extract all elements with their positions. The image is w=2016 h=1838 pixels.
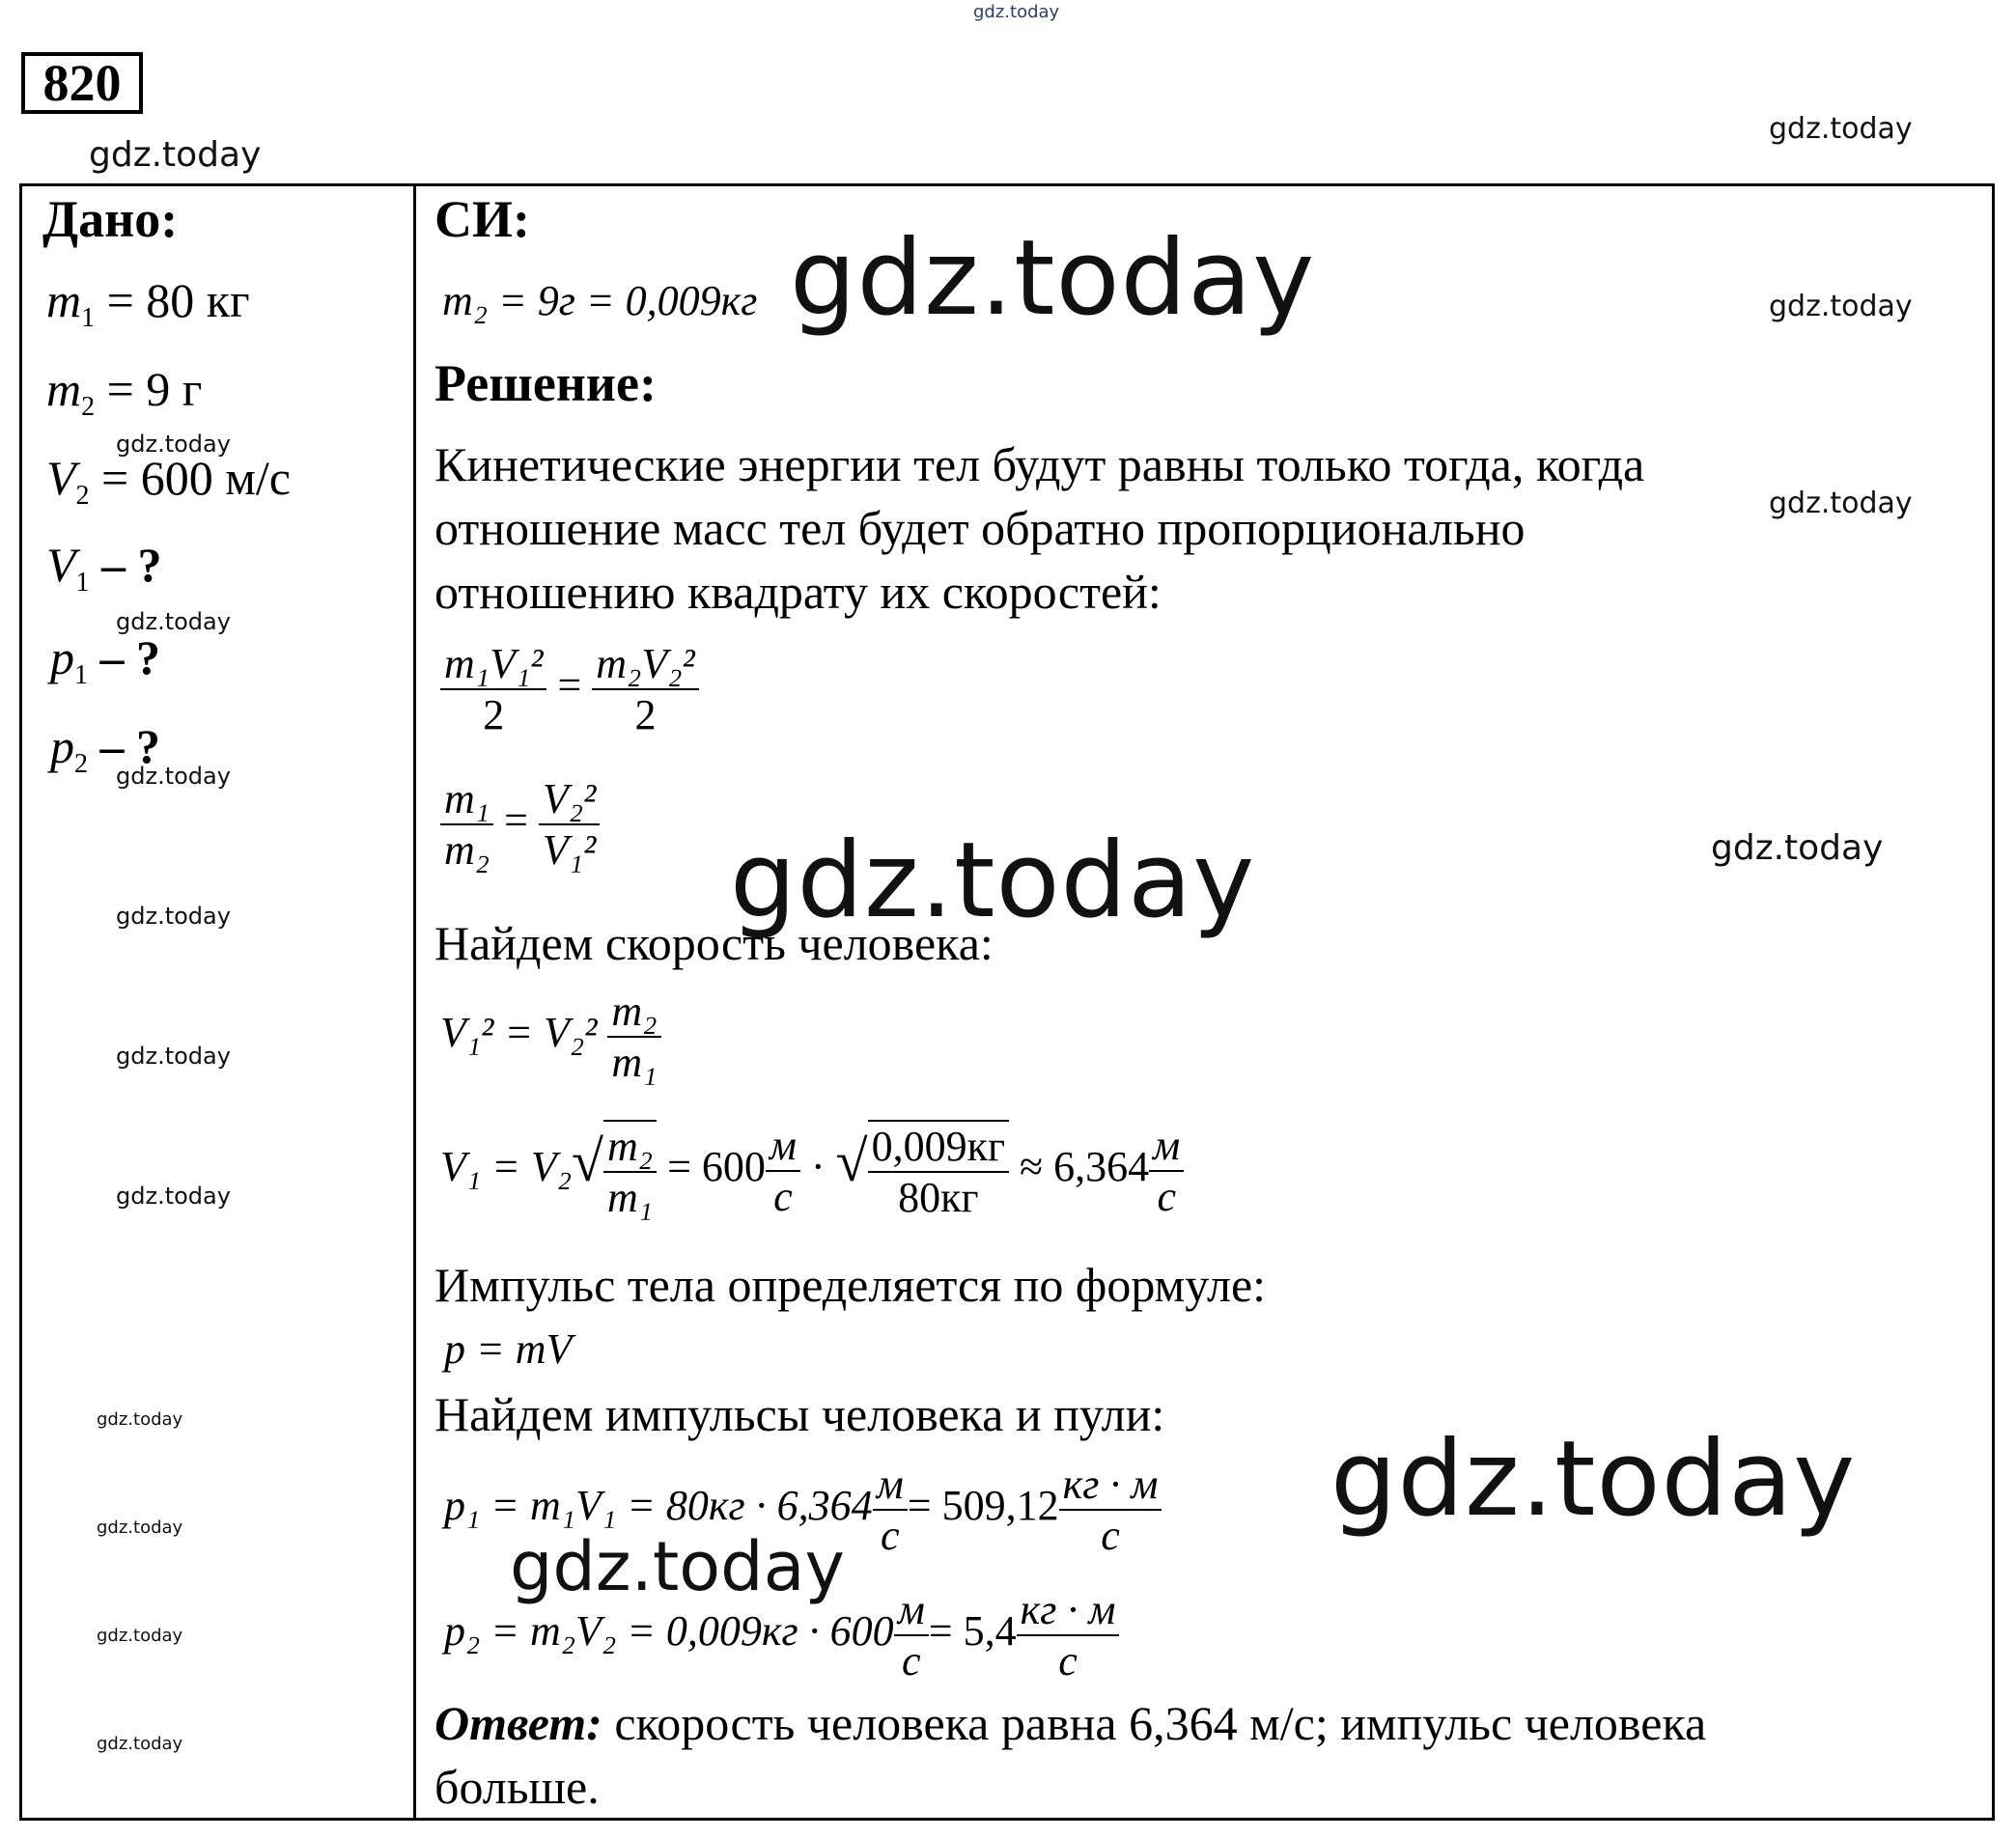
si-heading: СИ:: [434, 190, 530, 248]
denominator: 2: [634, 691, 657, 738]
para1-line3: отношению квадрату их скоростей:: [434, 565, 1162, 619]
var: m: [46, 273, 82, 327]
sub: 2: [75, 481, 90, 511]
numerator: m₂: [607, 987, 660, 1038]
watermark: gdz.today: [97, 1518, 183, 1538]
fraction: [607, 987, 660, 1087]
denominator: V₁²: [542, 826, 597, 874]
numerator: m₁V₁²: [440, 639, 546, 690]
denominator: 80кг: [898, 1174, 979, 1221]
fraction: [440, 774, 493, 875]
answer-label: Ответ:: [434, 1696, 602, 1750]
para1-line2: отношение масс тел будет обратно пропорционально: [434, 501, 1526, 555]
value: = 600: [667, 1143, 766, 1191]
var: p: [50, 719, 74, 773]
denominator: m₁: [606, 1174, 654, 1221]
numerator: м: [894, 1585, 929, 1636]
lhs: p₁ = m₁V₁ = 80кг · 6,364: [444, 1482, 873, 1530]
numerator: V₂²: [539, 774, 600, 825]
unit-fraction: [894, 1585, 929, 1685]
watermark: gdz.today: [1769, 290, 1913, 323]
solution-frame: [19, 183, 1995, 1821]
fraction: [868, 1120, 1009, 1222]
impulse-definition-text: Импульс тела определяется по формуле:: [434, 1258, 1267, 1312]
watermark: gdz.today: [790, 218, 1316, 339]
watermark-top: gdz.today: [973, 2, 1060, 22]
denominator: m₂: [444, 826, 490, 874]
denominator: с: [1058, 1637, 1078, 1685]
equation-kinetic-energy: [440, 639, 699, 739]
equation-ratio: [440, 774, 600, 875]
unit-fraction: [766, 1121, 800, 1221]
denominator: с: [880, 1512, 900, 1559]
watermark: gdz.today: [1769, 112, 1913, 146]
equation-impulse: p = mV: [444, 1325, 573, 1373]
watermark: gdz.today: [1330, 1419, 1857, 1540]
column-divider: [413, 183, 416, 1821]
watermark: gdz.today: [1711, 828, 1884, 868]
var: V: [46, 451, 76, 505]
para1-line1: Кинетические энергии тел будут равны только тогда, когда: [434, 437, 1645, 491]
var: V: [46, 538, 76, 592]
fraction: [592, 639, 698, 739]
watermark: gdz.today: [116, 763, 231, 790]
watermark: gdz.today: [116, 1183, 231, 1210]
watermark: gdz.today: [510, 1527, 845, 1606]
sub: 2: [81, 392, 96, 422]
watermark: gdz.today: [97, 1734, 183, 1754]
result: = 509,12: [907, 1482, 1059, 1530]
fraction: [440, 639, 546, 739]
sub: 1: [75, 568, 90, 598]
watermark: gdz.today: [97, 1409, 183, 1430]
equals-sign: =: [504, 796, 528, 845]
fraction: [539, 774, 600, 875]
given-heading: Дано:: [42, 190, 179, 248]
root-sign: √: [835, 1129, 868, 1194]
equals-sign: =: [557, 661, 582, 710]
numerator: м: [873, 1460, 908, 1511]
question-p2: [50, 718, 160, 780]
numerator: кг · м: [1059, 1460, 1162, 1511]
value: = 9 г: [95, 362, 203, 416]
denominator: 2: [483, 691, 505, 738]
denominator: m₁: [611, 1039, 658, 1086]
given-v2: [46, 450, 291, 512]
lhs: p₂ = m₂V₂ = 0,009кг · 600: [444, 1607, 894, 1656]
fraction: [603, 1120, 657, 1222]
find-speed-text: Найдем скорость человека:: [434, 916, 994, 970]
var: p: [50, 630, 74, 684]
root-sign: √: [572, 1129, 603, 1194]
watermark: gdz.today: [97, 1626, 183, 1646]
equation-v1: [440, 1120, 1184, 1222]
numerator: m₁: [440, 774, 493, 825]
find-impulses-text: Найдем импульсы человека и пули:: [434, 1387, 1165, 1441]
numerator: m₂V₂²: [592, 639, 698, 690]
value: – ?: [89, 538, 162, 592]
lhs: V₁² = V₂²: [440, 1009, 598, 1057]
unit-fraction: [1017, 1585, 1120, 1685]
numerator: кг · м: [1017, 1585, 1120, 1636]
unit-fraction: [1059, 1460, 1162, 1560]
denominator: с: [773, 1173, 793, 1220]
lhs: V₁ = V₂: [440, 1143, 573, 1191]
equation-v1-squared: [440, 987, 661, 1087]
si-line: m₂ = 9г = 0,009кг: [442, 277, 758, 324]
sub: 1: [74, 660, 88, 690]
problem-number: 820: [21, 52, 143, 114]
watermark: gdz.today: [116, 1043, 231, 1070]
value: – ?: [88, 630, 160, 684]
watermark: gdz.today: [116, 903, 231, 930]
answer-text: скорость человека равна 6,364 м/с; импульс человека: [602, 1696, 1707, 1750]
value: = 80 кг: [95, 273, 250, 327]
dot: ·: [810, 1143, 826, 1191]
watermark: gdz.today: [116, 431, 231, 458]
watermark: gdz.today: [1769, 487, 1913, 520]
numerator: m₂: [603, 1122, 657, 1173]
var: m: [46, 362, 82, 416]
result: ≈ 6,364: [1020, 1143, 1150, 1191]
watermark: gdz.today: [89, 135, 262, 175]
watermark: gdz.today: [730, 821, 1256, 941]
answer-line2: больше.: [434, 1760, 600, 1814]
solution-heading: Решение:: [434, 354, 657, 412]
answer-line1: [434, 1691, 1706, 1755]
sub: 1: [81, 303, 96, 333]
unit-fraction: [1149, 1121, 1184, 1221]
numerator: 0,009кг: [868, 1122, 1009, 1173]
value: = 600 м/с: [89, 451, 291, 505]
result: = 5,4: [928, 1607, 1017, 1656]
denominator: с: [901, 1637, 921, 1685]
numerator: м: [766, 1121, 800, 1172]
watermark: gdz.today: [116, 608, 231, 635]
unit-fraction: [873, 1460, 908, 1560]
value: – ?: [88, 719, 160, 773]
denominator: с: [1157, 1173, 1176, 1220]
given-m1: [46, 272, 250, 334]
given-m2: [46, 361, 202, 423]
numerator: м: [1149, 1121, 1184, 1172]
question-v1: [46, 537, 162, 599]
equation-p2: [444, 1585, 1119, 1685]
denominator: с: [1101, 1512, 1120, 1559]
sub: 2: [74, 749, 88, 779]
question-p1: [50, 629, 160, 691]
